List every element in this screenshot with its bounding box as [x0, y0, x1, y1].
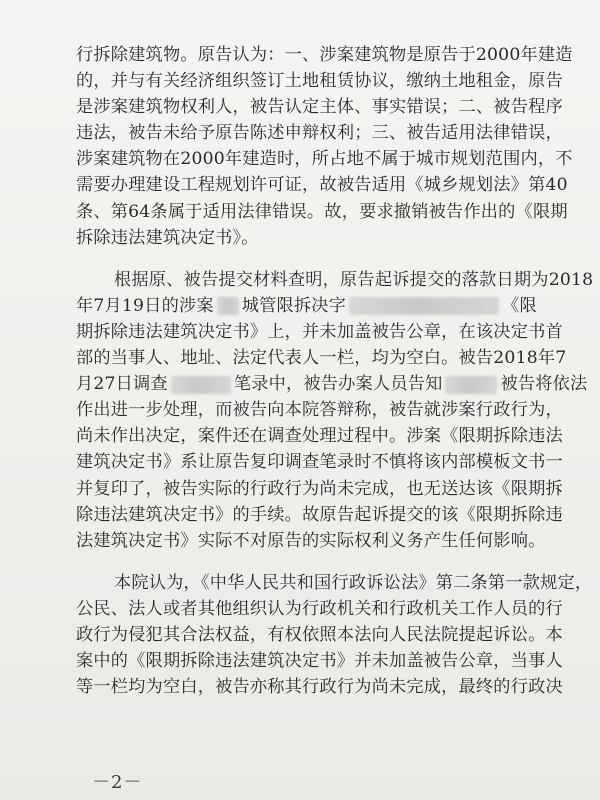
text-segment: 笔录中，被告办案人员告知: [233, 374, 443, 395]
paragraph-court-opinion: [76, 570, 591, 700]
text-line: 条、第64条属于适用法律错误。故，要求撤销被告作出的《限期: [76, 201, 568, 222]
redaction-blur: [445, 376, 497, 394]
text-line: 期拆除违法建筑决定书》上，并未加盖被告公章，在该决定书首: [76, 321, 563, 342]
document-body: [76, 42, 594, 700]
text-segment: 被告将依法: [500, 374, 588, 395]
text-line: 公民、法人或者其他组织认为行政机关和行政机关工作人员的行: [76, 598, 563, 619]
redaction-blur: [217, 297, 239, 315]
paragraph-findings: [76, 267, 594, 554]
text-line: 本院认为，《中华人民共和国行政诉讼法》第二条第一款规定，: [114, 572, 593, 593]
redaction-blur: [349, 297, 499, 315]
paragraph-gap: [76, 251, 591, 267]
text-line: 部的当事人、地址、法定代表人一栏，均为空白。被告2018年7: [76, 348, 567, 369]
page-number: －2－: [92, 772, 143, 793]
text-line: 行拆除建筑物。原告认为：一、涉案建筑物是原告于2000年建造: [76, 45, 573, 65]
text-line: 根据原、被告提交材料查明，原告起诉提交的落款日期为2018: [114, 269, 594, 290]
paragraph-plaintiff-claims: [76, 42, 591, 251]
text-line: 的，并与有关经济组织签订土地租赁协议，缴纳土地租金，原告: [76, 71, 563, 92]
paragraph-gap: [76, 554, 591, 570]
text-line: 除违法建筑决定书》的手续。故原告起诉提交的该《限期拆除违: [76, 504, 563, 525]
text-line-with-redaction: [76, 293, 591, 319]
text-segment: 《限: [502, 295, 537, 316]
redaction-blur: [171, 376, 231, 394]
text-line: 作出进一步处理，而被告向本院答辩称，被告就涉案行政行为，: [76, 400, 563, 421]
text-line: 涉案建筑物在2000年建造时，所占地不属于城市规划范围内，不: [76, 149, 573, 170]
text-line: 拆除违法建筑决定书》。: [76, 227, 259, 248]
text-line: 并复印了，被告实际的行政行为尚未完成，也无送达该《限期拆: [76, 478, 563, 499]
text-line: 是涉案建筑物权利人，被告认定主体、事实错误；二、被告程序: [76, 97, 563, 118]
text-line-with-redaction: [76, 371, 591, 397]
text-line: 尚未作出决定，案件还在调查处理过程中。涉案《限期拆除违法: [76, 426, 563, 447]
text-line: 违法，被告未给予原告陈述申辩权利；三、被告适用法律错误，: [76, 123, 563, 144]
text-line: 需要办理建设工程规划许可证，故被告适用《城乡规划法》第40: [76, 175, 568, 196]
text-line: 法建筑决定书》实际不对原告的实际权利义务产生任何影响。: [76, 530, 546, 551]
text-line: 建筑决定书》系让原告复印调查笔录时不慎将该内部模板文书一: [76, 452, 563, 473]
text-segment: 年7月19日的涉案: [76, 295, 214, 316]
text-line: 政行为侵犯其合法权益，有权依照本法向人民法院提起诉讼。本: [76, 624, 563, 645]
text-line: 案中的《限期拆除违法建筑决定书》并未加盖被告公章，当事人: [76, 651, 563, 672]
text-segment: 月27日调查: [76, 374, 168, 395]
text-line: 等一栏均为空白，被告亦称其行政行为尚未完成，最终的行政决: [76, 677, 563, 698]
text-segment: 城管限拆决字: [241, 295, 347, 316]
